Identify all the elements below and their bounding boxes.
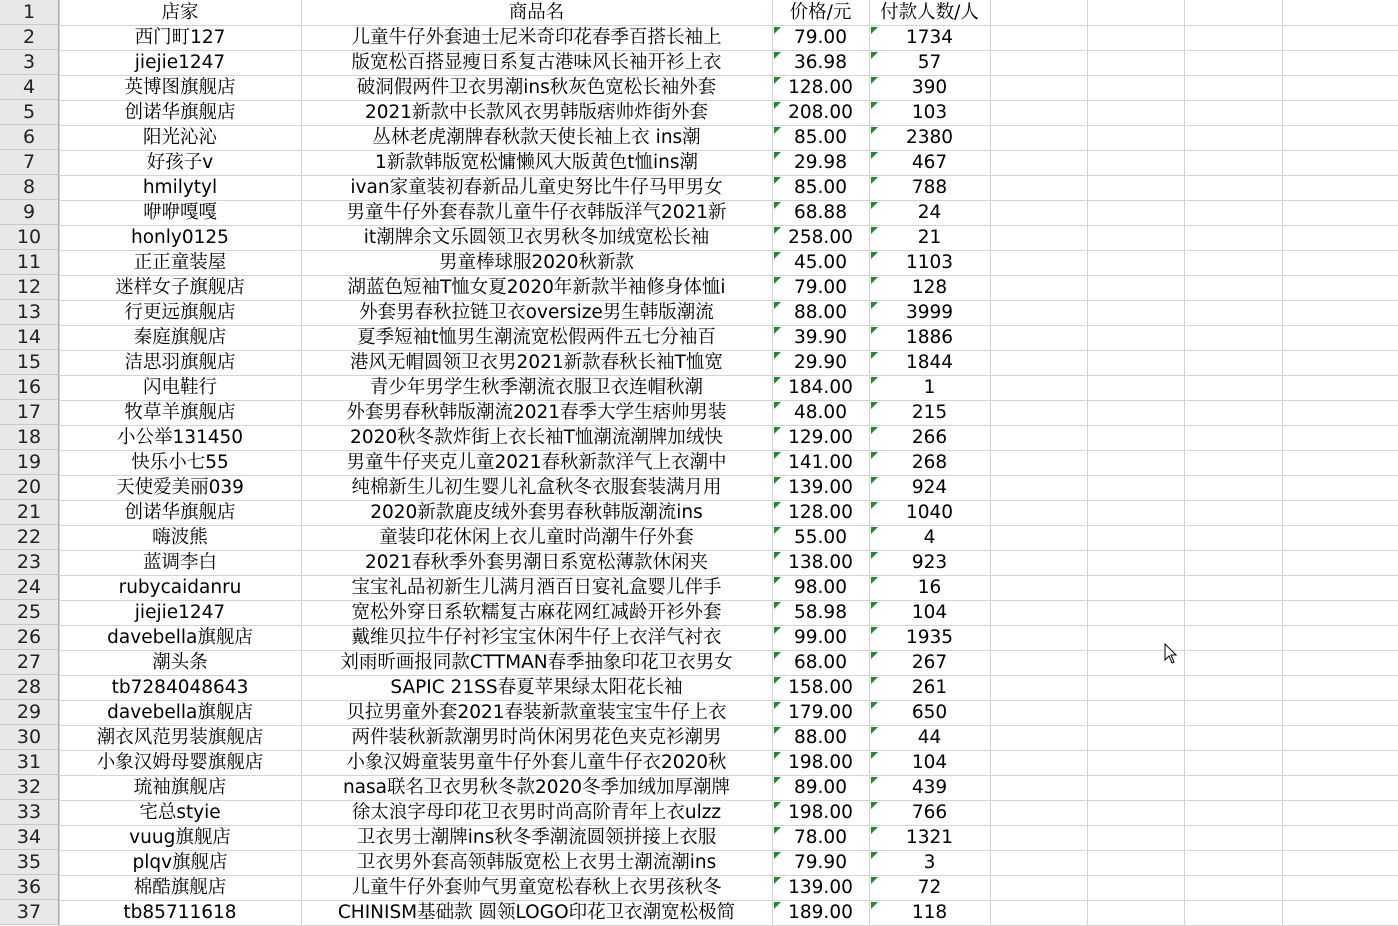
price-cell[interactable]: 79.00 xyxy=(794,27,847,48)
green-triangle-icon xyxy=(774,727,781,734)
green-triangle-icon xyxy=(871,477,878,484)
store-cell[interactable]: 天使爱美丽039 xyxy=(116,477,244,498)
green-triangle-icon xyxy=(774,452,781,459)
product-cell[interactable]: 破洞假两件卫衣男潮ins秋灰色宽松长袖外套 xyxy=(356,77,717,98)
product-cell[interactable]: 版宽松百搭显瘦日系复古港味风长袖开衫上衣 xyxy=(351,52,722,73)
store-cell[interactable]: 洁思羽旗舰店 xyxy=(124,352,236,373)
store-cell[interactable]: 正正童装屋 xyxy=(133,252,227,273)
buyers-cell[interactable]: 439 xyxy=(911,777,948,798)
buyers-cell[interactable]: 16 xyxy=(917,577,942,598)
row-number-header[interactable]: 35 xyxy=(0,850,58,875)
product-cell[interactable]: 小象汉姆童装男童牛仔外套儿童牛仔衣2020秋 xyxy=(346,752,727,773)
green-triangle-icon xyxy=(774,127,781,134)
green-triangle-icon xyxy=(871,602,878,609)
green-triangle-icon xyxy=(774,252,781,259)
buyers-cell[interactable]: 72 xyxy=(917,877,942,898)
row-number-header[interactable]: 14 xyxy=(0,325,58,350)
store-cell[interactable]: 创诺华旗舰店 xyxy=(124,502,236,523)
green-triangle-icon xyxy=(871,852,878,859)
green-triangle-icon xyxy=(774,802,781,809)
store-cell[interactable]: 牧草羊旗舰店 xyxy=(124,402,236,423)
green-triangle-icon xyxy=(774,602,781,609)
price-cell[interactable]: 48.00 xyxy=(794,402,847,423)
store-cell[interactable]: 创诺华旗舰店 xyxy=(124,102,236,123)
store-cell[interactable]: tb7284048643 xyxy=(111,677,249,698)
product-cell[interactable]: 湖蓝色短袖T恤女夏2020年新款半袖修身体恤i xyxy=(347,277,726,298)
green-triangle-icon xyxy=(871,702,878,709)
row-number-header[interactable]: 5 xyxy=(0,100,58,125)
row-number-header[interactable]: 24 xyxy=(0,575,58,600)
product-cell[interactable]: 贝拉男童外套2021春装新款童装宝宝牛仔上衣 xyxy=(346,702,727,723)
store-cell[interactable]: 行更远旗舰店 xyxy=(124,302,236,323)
row-number-header[interactable]: 31 xyxy=(0,750,58,775)
row-number-header[interactable]: 34 xyxy=(0,825,58,850)
product-cell[interactable]: 纯棉新生儿初生婴儿礼盒秋冬衣服套装满月用 xyxy=(351,477,722,498)
row-number-header[interactable]: 6 xyxy=(0,125,58,150)
price-cell[interactable]: 258.00 xyxy=(788,227,853,248)
price-cell[interactable]: 45.00 xyxy=(794,252,847,273)
green-triangle-icon xyxy=(871,452,878,459)
buyers-cell[interactable]: 104 xyxy=(911,602,948,623)
store-cell[interactable]: davebella旗舰店 xyxy=(107,627,253,648)
green-triangle-icon xyxy=(774,227,781,234)
price-cell[interactable]: 138.00 xyxy=(788,552,853,573)
row-number-header[interactable]: 36 xyxy=(0,875,58,900)
header-product-cell[interactable]: 商品名 xyxy=(508,2,565,23)
store-cell[interactable]: 宅总styie xyxy=(139,802,221,823)
store-cell[interactable]: vuug旗舰店 xyxy=(129,827,231,848)
green-triangle-icon xyxy=(774,152,781,159)
store-cell[interactable]: honly0125 xyxy=(131,227,229,248)
buyers-cell[interactable]: 3 xyxy=(923,852,936,873)
row-number-header[interactable]: 12 xyxy=(0,275,58,300)
product-cell[interactable]: 戴维贝拉牛仔衬衫宝宝休闲牛仔上衣洋气衬衣 xyxy=(351,627,722,648)
buyers-cell[interactable]: 24 xyxy=(917,202,942,223)
green-triangle-icon xyxy=(871,152,878,159)
store-cell[interactable]: jiejie1247 xyxy=(134,602,226,623)
buyers-cell[interactable]: 467 xyxy=(911,152,948,173)
green-triangle-icon xyxy=(871,727,878,734)
product-cell[interactable]: 2020新款鹿皮绒外套男春秋韩版潮流ins xyxy=(370,502,703,523)
price-cell[interactable]: 36.98 xyxy=(794,52,847,73)
product-cell[interactable]: 外套男春秋韩版潮流2021春季大学生痞帅男装 xyxy=(346,402,727,423)
row-number-header[interactable]: 10 xyxy=(0,225,58,250)
product-cell[interactable]: 2021新款中长款风衣男韩版痞帅炸街外套 xyxy=(364,102,709,123)
buyers-cell[interactable]: 57 xyxy=(917,52,942,73)
buyers-cell[interactable]: 118 xyxy=(911,902,948,923)
buyers-cell[interactable]: 788 xyxy=(911,177,948,198)
green-triangle-icon xyxy=(774,677,781,684)
product-cell[interactable]: 刘雨昕画报同款CTTMAN春季抽象印花卫衣男女 xyxy=(340,652,733,673)
product-cell[interactable]: 1新款韩版宽松慵懒风大版黄色t恤ins潮 xyxy=(374,152,699,173)
store-cell[interactable]: 小象汉姆母婴旗舰店 xyxy=(96,752,264,773)
buyers-cell[interactable]: 1935 xyxy=(905,627,954,648)
green-triangle-icon xyxy=(774,902,781,909)
green-triangle-icon xyxy=(774,302,781,309)
row-number-header[interactable]: 2 xyxy=(0,25,58,50)
green-triangle-icon xyxy=(774,27,781,34)
row-number-header[interactable]: 27 xyxy=(0,650,58,675)
price-cell[interactable]: 129.00 xyxy=(788,427,853,448)
product-cell[interactable]: nasa联名卫衣男秋冬款2020冬季加绒加厚潮牌 xyxy=(342,777,731,798)
buyers-cell[interactable]: 21 xyxy=(917,227,942,248)
row-number-header[interactable]: 15 xyxy=(0,350,58,375)
green-triangle-icon xyxy=(871,252,878,259)
green-triangle-icon xyxy=(871,902,878,909)
row-number-header[interactable]: 8 xyxy=(0,175,58,200)
store-cell[interactable]: jiejie1247 xyxy=(134,52,226,73)
row-number-header[interactable]: 13 xyxy=(0,300,58,325)
green-triangle-icon xyxy=(871,227,878,234)
buyers-cell[interactable]: 3999 xyxy=(905,302,954,323)
price-cell[interactable]: 68.88 xyxy=(794,202,847,223)
green-triangle-icon xyxy=(774,627,781,634)
product-cell[interactable]: 夏季短袖t恤男生潮流宽松假两件五七分袖百 xyxy=(357,327,716,348)
buyers-cell[interactable]: 1844 xyxy=(905,352,954,373)
price-cell[interactable]: 99.00 xyxy=(794,627,847,648)
price-cell[interactable]: 128.00 xyxy=(788,77,853,98)
product-cell[interactable]: 卫衣男士潮牌ins秋冬季潮流圆领拼接上衣服 xyxy=(356,827,717,848)
product-cell[interactable]: 两件装秋新款潮男时尚休闲男花色夹克衫潮男 xyxy=(351,727,722,748)
buyers-cell[interactable]: 215 xyxy=(911,402,948,423)
buyers-cell[interactable]: 4 xyxy=(923,527,936,548)
store-cell[interactable]: 琉袖旗舰店 xyxy=(133,777,227,798)
buyers-cell[interactable]: 390 xyxy=(911,77,948,98)
green-triangle-icon xyxy=(774,377,781,384)
row-number-header[interactable]: 28 xyxy=(0,675,58,700)
product-cell[interactable]: 丛林老虎潮牌春秋款天使长袖上衣 ins潮 xyxy=(372,127,701,148)
green-triangle-icon xyxy=(774,327,781,334)
row-number-header[interactable]: 1 xyxy=(0,0,58,25)
row-number-header[interactable]: 20 xyxy=(0,475,58,500)
buyers-cell[interactable]: 103 xyxy=(911,102,948,123)
green-triangle-icon xyxy=(774,477,781,484)
row-number-header[interactable]: 37 xyxy=(0,900,58,925)
row-number-header[interactable]: 4 xyxy=(0,75,58,100)
green-triangle-icon xyxy=(871,302,878,309)
price-cell[interactable]: 184.00 xyxy=(788,377,853,398)
row-number-header[interactable]: 25 xyxy=(0,600,58,625)
green-triangle-icon xyxy=(871,377,878,384)
green-triangle-icon xyxy=(774,202,781,209)
price-cell[interactable]: 29.90 xyxy=(794,352,847,373)
price-cell[interactable]: 78.00 xyxy=(794,827,847,848)
store-cell[interactable]: 棉酷旗舰店 xyxy=(133,877,227,898)
price-cell[interactable]: 139.00 xyxy=(788,477,853,498)
green-triangle-icon xyxy=(774,577,781,584)
row-number-header[interactable]: 23 xyxy=(0,550,58,575)
column-gridline xyxy=(1087,0,1088,925)
product-cell[interactable]: 徐太浪字母印花卫衣男时尚高阶青年上衣ulzz xyxy=(351,802,722,823)
store-cell[interactable]: 快乐小七55 xyxy=(131,452,229,473)
product-cell[interactable]: SAPIC 21SS春夏苹果绿太阳花长袖 xyxy=(390,677,683,698)
buyers-cell[interactable]: 268 xyxy=(911,452,948,473)
buyers-cell[interactable]: 766 xyxy=(911,802,948,823)
price-cell[interactable]: 128.00 xyxy=(788,502,853,523)
buyers-cell[interactable]: 2380 xyxy=(905,127,954,148)
buyers-cell[interactable]: 923 xyxy=(911,552,948,573)
product-cell[interactable]: 宝宝礼品初新生儿满月酒百日宴礼盒婴儿伴手 xyxy=(351,577,722,598)
green-triangle-icon xyxy=(871,877,878,884)
buyers-cell[interactable]: 924 xyxy=(911,477,948,498)
price-cell[interactable]: 139.00 xyxy=(788,877,853,898)
buyers-cell[interactable]: 104 xyxy=(911,752,948,773)
row-number-header[interactable]: 11 xyxy=(0,250,58,275)
green-triangle-icon xyxy=(871,652,878,659)
row-number-header[interactable]: 19 xyxy=(0,450,58,475)
green-triangle-icon xyxy=(774,552,781,559)
green-triangle-icon xyxy=(774,827,781,834)
store-cell[interactable]: davebella旗舰店 xyxy=(107,702,253,723)
store-cell[interactable]: 潮衣风范男装旗舰店 xyxy=(96,727,264,748)
green-triangle-icon xyxy=(774,652,781,659)
buyers-cell[interactable]: 1103 xyxy=(905,252,954,273)
store-cell[interactable]: rubycaidanru xyxy=(118,577,242,598)
green-triangle-icon xyxy=(774,77,781,84)
row-number-header[interactable]: 9 xyxy=(0,200,58,225)
green-triangle-icon xyxy=(774,352,781,359)
buyers-cell[interactable]: 650 xyxy=(911,702,948,723)
price-cell[interactable]: 89.00 xyxy=(794,777,847,798)
column-gridline xyxy=(1184,0,1185,925)
product-cell[interactable]: 男童牛仔夹克儿童2021春秋新款洋气上衣潮中 xyxy=(346,452,727,473)
column-gridline xyxy=(1282,0,1283,925)
store-cell[interactable]: hmilytyl xyxy=(142,177,218,198)
store-cell[interactable]: 闪电鞋行 xyxy=(142,377,217,398)
buyers-cell[interactable]: 128 xyxy=(911,277,948,298)
product-cell[interactable]: 2021春秋季外套男潮日系宽松薄款休闲夹 xyxy=(364,552,709,573)
product-cell[interactable]: 童装印花休闲上衣儿童时尚潮牛仔外套 xyxy=(379,527,694,548)
store-cell[interactable]: 小公举131450 xyxy=(116,427,244,448)
green-triangle-icon xyxy=(871,402,878,409)
buyers-cell[interactable]: 261 xyxy=(911,677,948,698)
product-cell[interactable]: 2020秋冬款炸街上衣长袖T恤潮流潮牌加绒快 xyxy=(350,427,723,448)
green-triangle-icon xyxy=(774,277,781,284)
green-triangle-icon xyxy=(871,127,878,134)
row-number-header[interactable]: 26 xyxy=(0,625,58,650)
price-cell[interactable]: 55.00 xyxy=(794,527,847,548)
product-cell[interactable]: 男童牛仔外套春款儿童牛仔衣韩版洋气2021新 xyxy=(346,202,727,223)
row-number-header[interactable]: 17 xyxy=(0,400,58,425)
header-store-cell[interactable]: 店家 xyxy=(161,2,199,23)
buyers-cell[interactable]: 1 xyxy=(923,377,936,398)
green-triangle-icon xyxy=(774,402,781,409)
row-number-header[interactable]: 21 xyxy=(0,500,58,525)
store-cell[interactable]: 咿咿嘎嘎 xyxy=(142,202,217,223)
price-cell[interactable]: 68.00 xyxy=(794,652,847,673)
row-number-header[interactable]: 3 xyxy=(0,50,58,75)
green-triangle-icon xyxy=(871,627,878,634)
green-triangle-icon xyxy=(871,527,878,534)
green-triangle-icon xyxy=(871,827,878,834)
product-cell[interactable]: 港风无帽圆领卫衣男2021新款春秋长袖T恤宽 xyxy=(350,352,723,373)
green-triangle-icon xyxy=(871,102,878,109)
green-triangle-icon xyxy=(774,52,781,59)
price-cell[interactable]: 208.00 xyxy=(788,102,853,123)
green-triangle-icon xyxy=(774,777,781,784)
product-cell[interactable]: 儿童牛仔外套帅气男童宽松春秋上衣男孩秋冬 xyxy=(351,877,722,898)
green-triangle-icon xyxy=(774,752,781,759)
green-triangle-icon xyxy=(774,502,781,509)
store-cell[interactable]: 嗨波熊 xyxy=(152,527,208,548)
price-cell[interactable]: 179.00 xyxy=(788,702,853,723)
price-cell[interactable]: 85.00 xyxy=(794,177,847,198)
product-cell[interactable]: 卫衣男外套高领韩版宽松上衣男士潮流潮ins xyxy=(356,852,717,873)
price-cell[interactable]: 88.00 xyxy=(794,727,847,748)
price-cell[interactable]: 39.90 xyxy=(794,327,847,348)
green-triangle-icon xyxy=(871,27,878,34)
price-cell[interactable]: 29.98 xyxy=(794,152,847,173)
buyers-cell[interactable]: 1886 xyxy=(905,327,954,348)
green-triangle-icon xyxy=(774,177,781,184)
header-buyers-cell[interactable]: 付款人数/人 xyxy=(880,2,979,23)
green-triangle-icon xyxy=(871,752,878,759)
product-cell[interactable]: 宽松外穿日系软糯复古麻花网红减龄开衫外套 xyxy=(351,602,722,623)
green-triangle-icon xyxy=(871,427,878,434)
store-cell[interactable]: 阳光沁沁 xyxy=(142,127,217,148)
product-cell[interactable]: 儿童牛仔外套迪士尼米奇印花春季百搭长袖上 xyxy=(351,27,722,48)
store-cell[interactable]: 英博图旗舰店 xyxy=(124,77,236,98)
price-cell[interactable]: 79.90 xyxy=(794,852,847,873)
product-cell[interactable]: CHINISM基础款 圆领LOGO印花卫衣潮宽松极简 xyxy=(337,902,736,923)
row-number-header[interactable]: 30 xyxy=(0,725,58,750)
green-triangle-icon xyxy=(871,202,878,209)
price-cell[interactable]: 88.00 xyxy=(794,302,847,323)
green-triangle-icon xyxy=(774,427,781,434)
green-triangle-icon xyxy=(774,527,781,534)
row-number-header[interactable]: 29 xyxy=(0,700,58,725)
store-cell[interactable]: tb85711618 xyxy=(123,902,237,923)
green-triangle-icon xyxy=(774,102,781,109)
green-triangle-icon xyxy=(774,877,781,884)
row-number-header[interactable]: 22 xyxy=(0,525,58,550)
green-triangle-icon xyxy=(871,352,878,359)
store-cell[interactable]: plqv旗舰店 xyxy=(132,852,228,873)
row-number-header[interactable]: 32 xyxy=(0,775,58,800)
column-gridline xyxy=(990,0,991,925)
buyers-cell[interactable]: 266 xyxy=(911,427,948,448)
store-cell[interactable]: 西门町127 xyxy=(134,27,226,48)
price-cell[interactable]: 58.98 xyxy=(794,602,847,623)
green-triangle-icon xyxy=(871,77,878,84)
store-cell[interactable]: 秦庭旗舰店 xyxy=(133,327,227,348)
green-triangle-icon xyxy=(871,552,878,559)
price-cell[interactable]: 158.00 xyxy=(788,677,853,698)
green-triangle-icon xyxy=(871,777,878,784)
green-triangle-icon xyxy=(871,502,878,509)
price-cell[interactable]: 198.00 xyxy=(788,802,853,823)
price-cell[interactable]: 85.00 xyxy=(794,127,847,148)
header-price-cell[interactable]: 价格/元 xyxy=(789,2,852,23)
green-triangle-icon xyxy=(774,852,781,859)
product-cell[interactable]: 青少年男学生秋季潮流衣服卫衣连帽秋潮 xyxy=(369,377,703,398)
green-triangle-icon xyxy=(871,802,878,809)
buyers-cell[interactable]: 1734 xyxy=(905,27,954,48)
row-number-header[interactable]: 16 xyxy=(0,375,58,400)
store-cell[interactable]: 蓝调李白 xyxy=(142,552,217,573)
row-number-header[interactable]: 33 xyxy=(0,800,58,825)
arrow-cursor-icon xyxy=(1164,643,1178,665)
price-cell[interactable]: 79.00 xyxy=(794,277,847,298)
price-cell[interactable]: 198.00 xyxy=(788,752,853,773)
store-cell[interactable]: 好孩子v xyxy=(146,152,214,173)
price-cell[interactable]: 98.00 xyxy=(794,577,847,598)
green-triangle-icon xyxy=(871,327,878,334)
product-cell[interactable]: 男童棒球服2020秋新款 xyxy=(438,252,635,273)
price-cell[interactable]: 141.00 xyxy=(788,452,853,473)
buyers-cell[interactable]: 1321 xyxy=(905,827,954,848)
row-number-header[interactable]: 7 xyxy=(0,150,58,175)
green-triangle-icon xyxy=(871,677,878,684)
product-cell[interactable]: it潮牌余文乐圆领卫衣男秋冬加绒宽松长袖 xyxy=(363,227,710,248)
green-triangle-icon xyxy=(774,702,781,709)
buyers-cell[interactable]: 1040 xyxy=(905,502,954,523)
buyers-cell[interactable]: 267 xyxy=(911,652,948,673)
price-cell[interactable]: 189.00 xyxy=(788,902,853,923)
store-cell[interactable]: 迷样女子旗舰店 xyxy=(115,277,245,298)
product-cell[interactable]: 外套男春秋拉链卫衣oversize男生韩版潮流 xyxy=(359,302,714,323)
buyers-cell[interactable]: 44 xyxy=(917,727,942,748)
green-triangle-icon xyxy=(871,577,878,584)
green-triangle-icon xyxy=(871,177,878,184)
product-cell[interactable]: ivan家童装初春新品儿童史努比牛仔马甲男女 xyxy=(350,177,723,198)
store-cell[interactable]: 潮头条 xyxy=(152,652,208,673)
row-number-header[interactable]: 18 xyxy=(0,425,58,450)
green-triangle-icon xyxy=(871,52,878,59)
green-triangle-icon xyxy=(871,277,878,284)
